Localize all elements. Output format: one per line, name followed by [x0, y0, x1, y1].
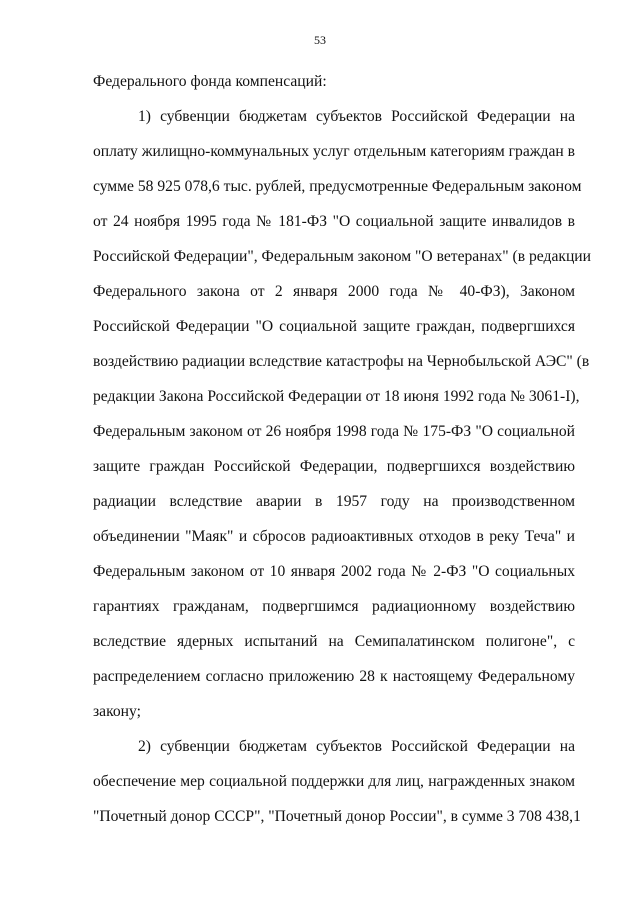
text-line: Российской Федерации", Федеральным законом "О ветеранах" (в редакции — [93, 248, 591, 265]
text-line: радиации вследствие аварии в 1957 году на производственном — [93, 493, 575, 510]
text-line: Федерального закона от 2 января 2000 года № 40-ФЗ), Законом — [93, 283, 575, 300]
page-number: 53 — [314, 33, 326, 47]
text-line: 1) субвенции бюджетам субъектов Российской Федерации на — [138, 108, 575, 125]
text-line: Федерального фонда компенсаций: — [93, 73, 327, 90]
text-line: оплату жилищно-коммунальных услуг отдельным категориям граждан в — [93, 143, 575, 160]
text-line: воздействию радиации вследствие катастрофы на Чернобыльской АЭС" (в — [93, 353, 590, 370]
text-line: сумме 58 925 078,6 тыс. рублей, предусмотренные Федеральным законом — [93, 178, 582, 195]
text-line: от 24 ноября 1995 года № 181-ФЗ "О социальной защите инвалидов в — [93, 213, 575, 230]
text-line: "Почетный донор СССР", "Почетный донор России", в сумме 3 708 438,1 — [93, 808, 581, 825]
text-line: гарантиях гражданам, подвергшимся радиационному воздействию — [93, 598, 575, 615]
text-line: вследствие ядерных испытаний на Семипалатинском полигоне", с — [93, 633, 575, 650]
text-line: Российской Федерации "О социальной защите граждан, подвергшихся — [93, 318, 575, 335]
text-line: обеспечение мер социальной поддержки для лиц, награжденных знаком — [93, 773, 575, 790]
text-line: объединении "Маяк" и сбросов радиоактивных отходов в реку Теча" и — [93, 528, 575, 545]
text-line: защите граждан Российской Федерации, подвергшихся воздействию — [93, 458, 575, 475]
text-line: Федеральным законом от 10 января 2002 года № 2-ФЗ "О социальных — [93, 563, 575, 580]
text-line: 2) субвенции бюджетам субъектов Российской Федерации на — [138, 738, 575, 755]
text-line: Федеральным законом от 26 ноября 1998 года № 175-ФЗ "О социальной — [93, 423, 575, 440]
text-line: закону; — [93, 703, 141, 720]
text-line: редакции Закона Российской Федерации от 18 июня 1992 года № 3061-I), — [93, 388, 580, 405]
text-line: распределением согласно приложению 28 к настоящему Федеральному — [93, 668, 575, 685]
